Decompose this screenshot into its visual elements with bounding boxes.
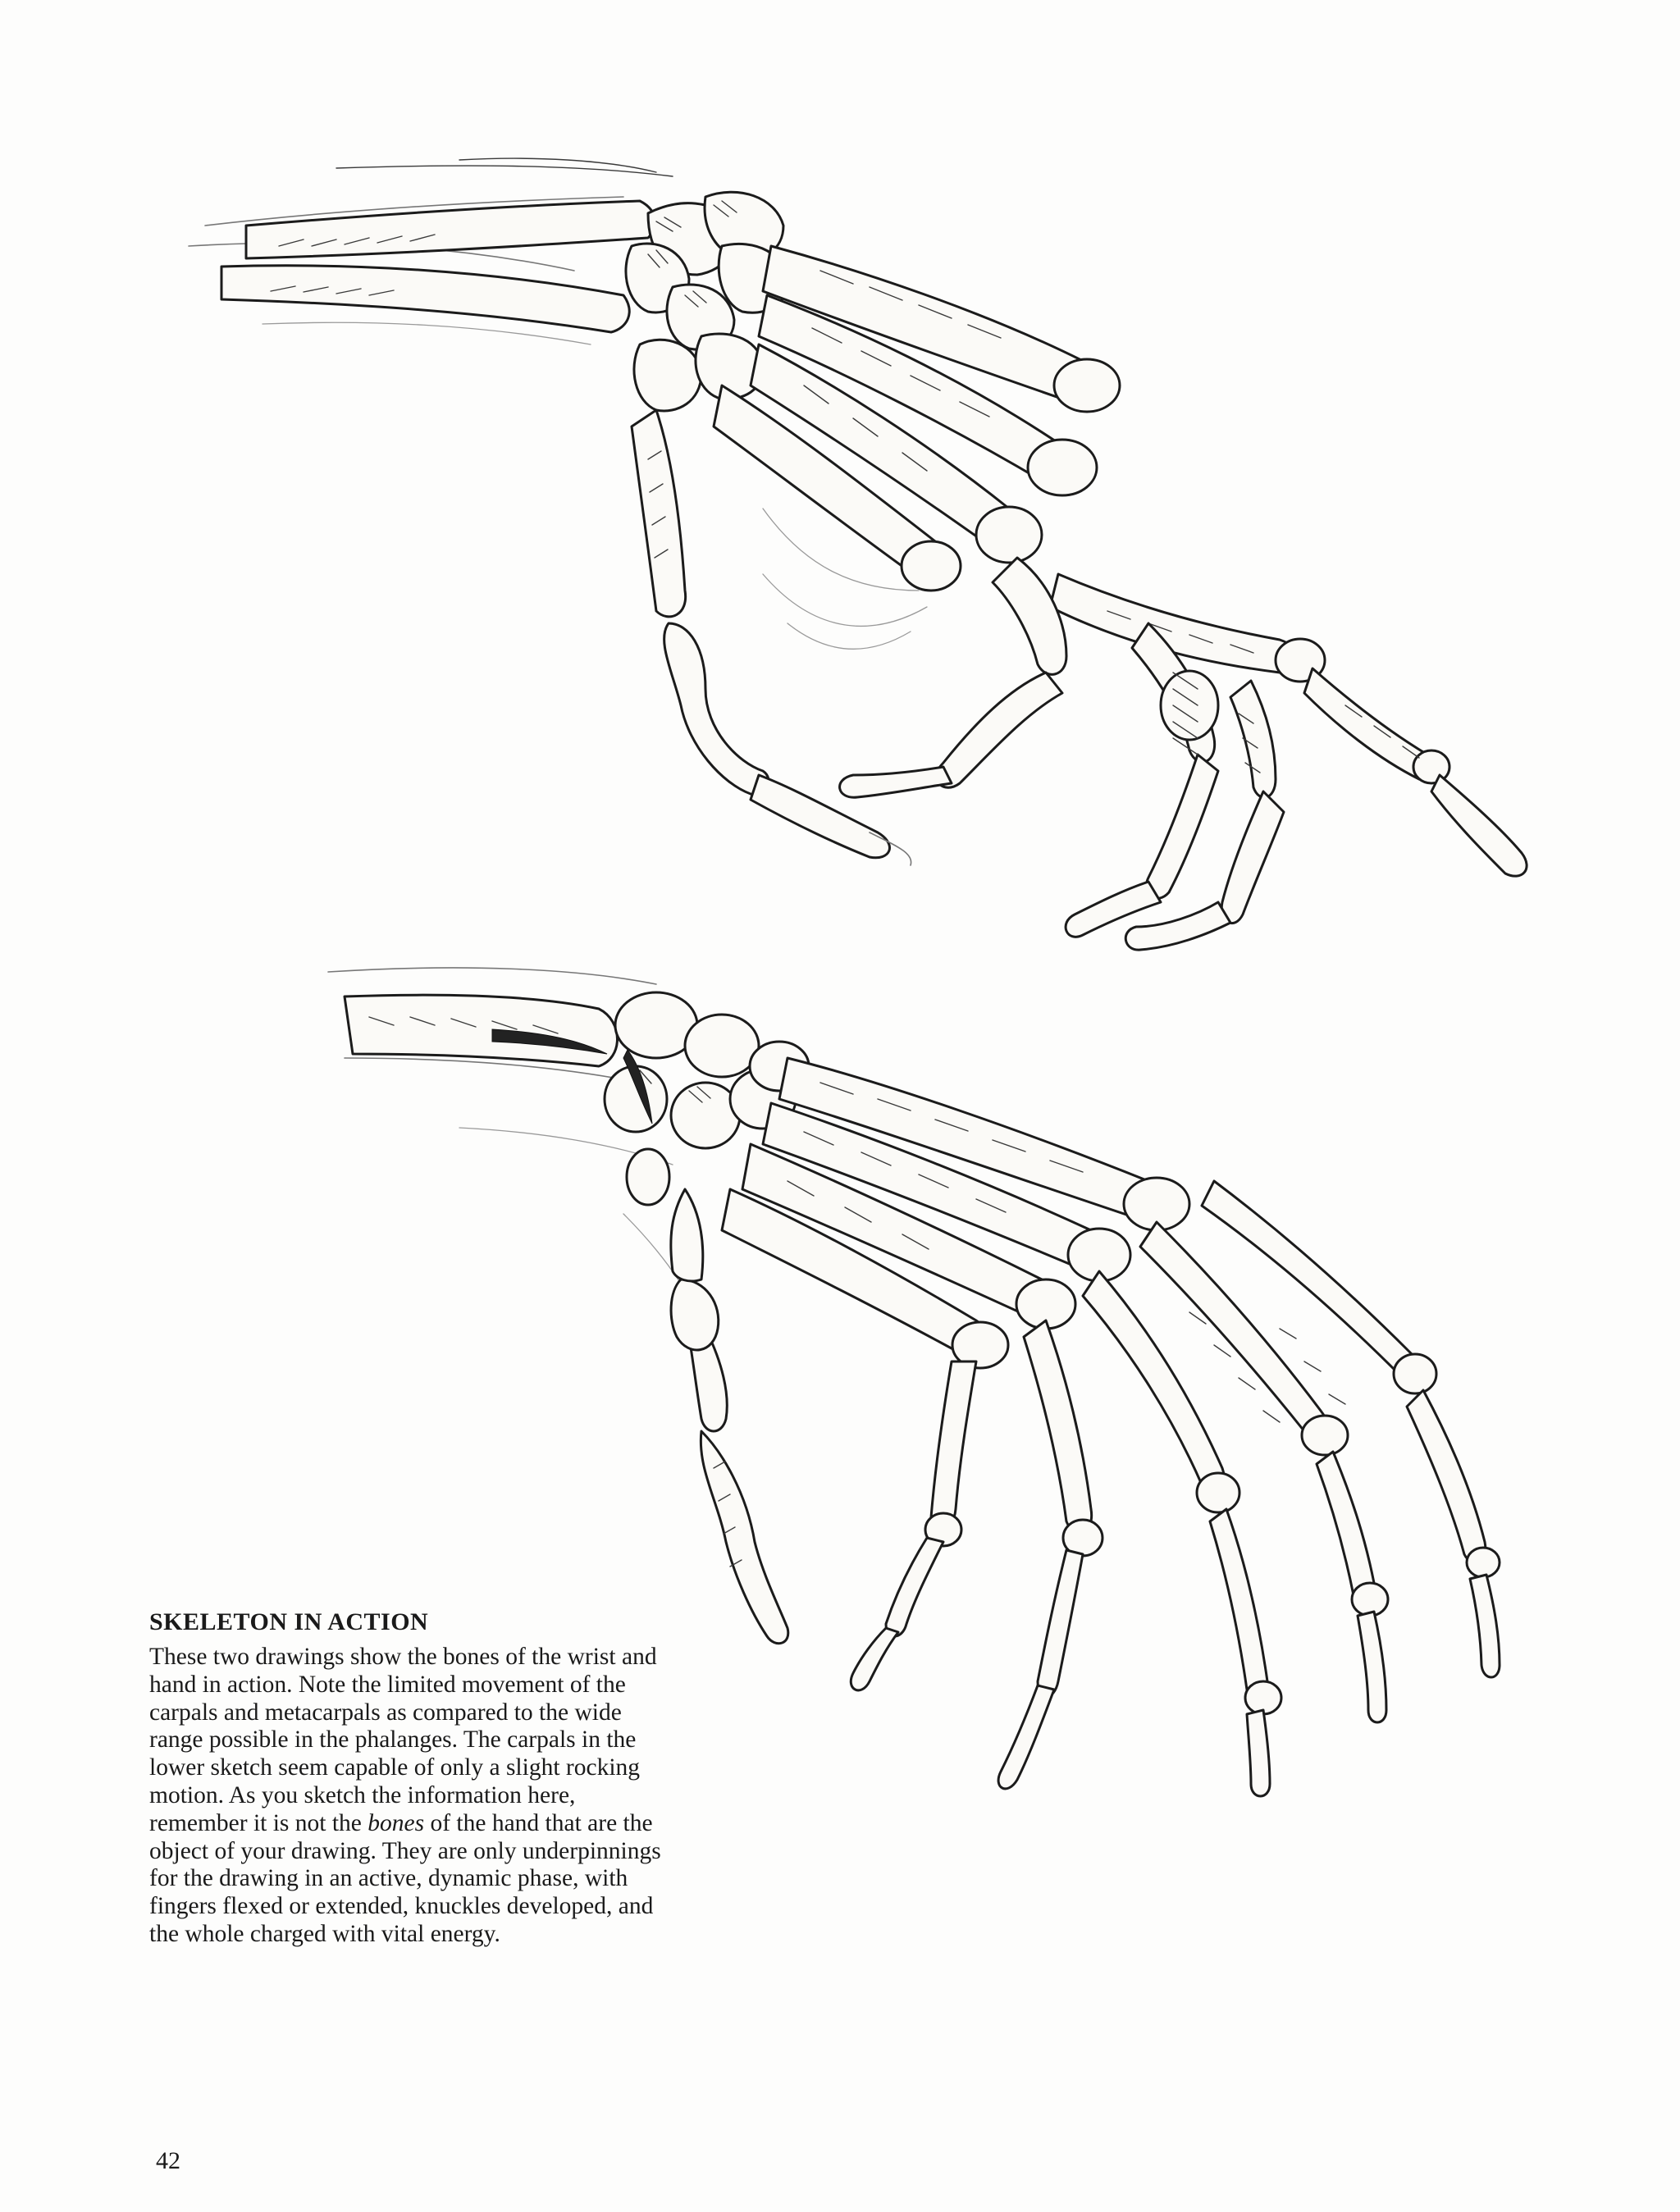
caption-body-text-1: These two drawings show the bones of the wrist and hand in action. Note the limited movement of the carpals and metacarpals as compared to the wide range possible in the phalanges. The carpals in the lower sketch seem capable of only a slight rocking motion. As you sketch the information here, remember it is not the (149, 1644, 657, 1836)
page-number: 42 (156, 2147, 180, 2174)
caption-block (149, 1608, 674, 1949)
caption-body-text-2: of the hand that are the object of your drawing. They are only underpinnings for the drawing in an active, dynamic phase, with fingers flexed or extended, knuckles developed, and the whole charged with vital energy. (149, 1809, 661, 1947)
caption-title: SKELETON IN ACTION (149, 1608, 429, 1635)
upper-hand-skeleton (189, 158, 1527, 950)
caption-body (149, 1644, 674, 1949)
caption-body-emphasis: bones (368, 1809, 425, 1836)
